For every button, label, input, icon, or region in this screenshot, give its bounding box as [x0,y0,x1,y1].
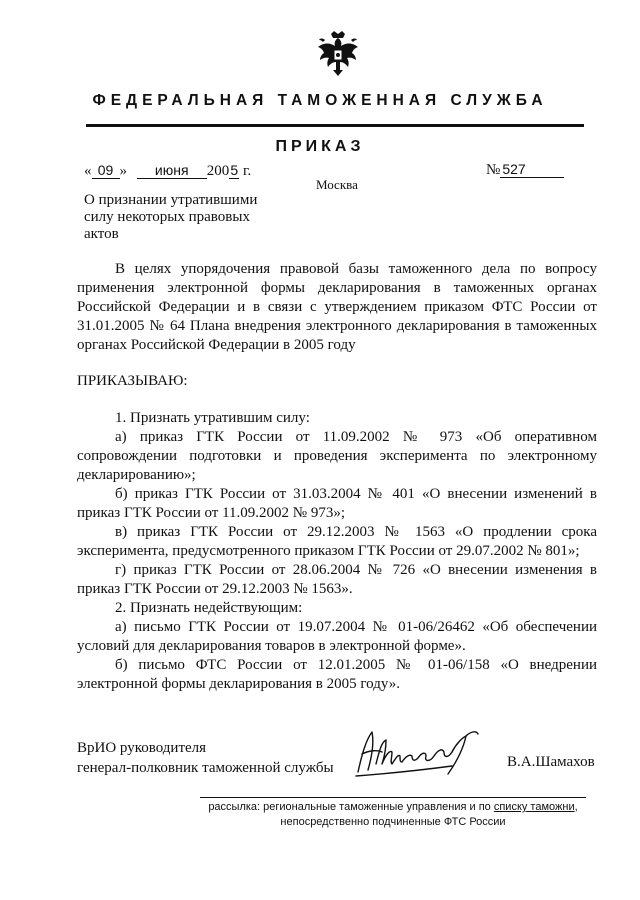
subject-block [84,192,257,243]
header-rule [86,124,584,127]
signatory-role-line: ВрИО руководителя [77,740,207,756]
order-date [84,163,251,180]
order-item: г) приказ ГТК России от 28.06.2004 № 726 «О внесении изменения в приказ ГТК России от 29.12.2003 № 1563». [77,562,597,597]
number-sign: № [486,162,501,178]
date-open-quote: « [84,163,92,179]
date-year-digit: 5 [230,162,239,178]
subject-line: силу некоторых правовых [84,209,250,225]
date-day: 09 [92,163,120,179]
order-item: 2. Признать недействующим: [115,600,303,616]
distribution-line: непосредственно подчиненные ФТС России [280,816,506,828]
distribution-suffix: , [574,801,578,813]
subject-line: актов [84,226,119,242]
document-title: ПРИКАЗ [275,138,365,155]
distribution-prefix: рассылка: региональные таможенные управления и по [208,801,494,813]
signatory-role-line: генерал-полковник таможенной службы [77,760,334,776]
order-item: в) приказ ГТК России от 29.12.2003 № 1563 «О продлении срока эксперимента, предусмотренного приказом ГТК России от 29.07.2002 № 801»; [77,524,597,559]
preamble: В целях упорядочения правовой базы таможенного дела по вопросу применения электронной формы декларирования в таможенных органах Российской Федерации и в связи с утверждением приказом ФТС России от 31.01.2005 № 64 Плана внедрения электронного декларирования в таможенных органах Российской Федерации в 2005 году [77,261,597,353]
order-item: б) письмо ФТС России от 12.01.2005 № 01-06/158 «О внедрении электронной формы декларирования в 2005 году». [77,657,597,692]
subject-line: О признании утратившими [84,192,258,208]
number-value: 527 [500,162,564,178]
date-year-prefix: 200 [206,163,230,179]
order-item: а) письмо ГТК России от 19.07.2004 № 01-06/26462 «Об обеспечении условий для декларирования товаров в электронной форме». [77,619,597,654]
distribution-rule [200,797,586,798]
order-item: б) приказ ГТК России от 31.03.2004 № 401 «О внесении изменений в приказ ГТК России от 11.09.2002 № 973»; [77,486,597,521]
order-item: 1. Признать утратившим силу: [115,410,310,426]
signatory-name: В.А.Шамахов [507,754,595,770]
date-close-quote: » [119,163,127,179]
order-word: ПРИКАЗЫВАЮ: [77,373,188,389]
order-items [77,409,597,694]
handwritten-signature-icon [352,724,484,782]
city: Москва [316,177,358,192]
preamble-block [77,260,597,355]
date-year-suffix: г. [239,163,252,179]
order-number [486,162,564,179]
double-headed-eagle-icon [316,30,360,78]
order-item: а) приказ ГТК России от 11.09.2002 № 973 «Об оперативном сопровождении подготовки и проведения эксперимента по электронному декларированию»; [77,429,597,483]
date-month: июня [137,163,207,179]
signatory-role [77,738,334,778]
distribution-note [200,800,586,830]
distribution-list-link: списку таможни [493,801,575,813]
agency-name: ФЕДЕРАЛЬНАЯ ТАМОЖЕННАЯ СЛУЖБА [92,92,548,109]
